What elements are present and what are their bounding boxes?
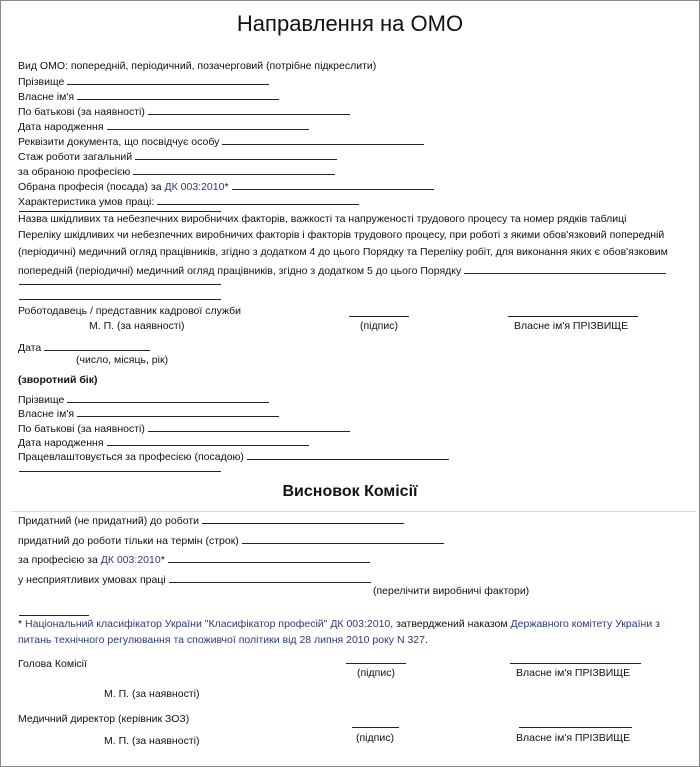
label: Реквізити документа, що посвідчує особу (18, 136, 220, 148)
field-conclusion-profession[interactable] (18, 552, 370, 567)
field-exp-total[interactable] (18, 149, 337, 164)
head-label: Голова Комісії (18, 658, 87, 670)
director-label: Медичний директор (керівник ЗОЗ) (18, 713, 190, 725)
input-line[interactable] (19, 211, 221, 212)
field-factors[interactable] (18, 263, 666, 278)
field-adverse[interactable] (18, 572, 371, 587)
label: Дата народження (18, 121, 104, 133)
field-term[interactable] (18, 533, 444, 548)
label: Придатний (не придатний) до роботи (18, 515, 200, 527)
input-line[interactable] (135, 149, 337, 160)
fullname-line[interactable] (510, 663, 641, 664)
stamp-label: М. П. (за наявності) (104, 735, 200, 747)
fullname-line[interactable] (519, 727, 632, 728)
label: Працевлаштовується за професією (посадою) (18, 451, 244, 463)
input-line[interactable] (169, 572, 371, 583)
input-line[interactable] (247, 449, 449, 460)
input-line[interactable] (44, 340, 150, 351)
stamp-label: М. П. (за наявності) (89, 320, 185, 332)
back-field-name[interactable] (18, 406, 279, 421)
input-line[interactable] (464, 263, 666, 274)
page-title: Направлення на ОМО (236, 11, 464, 36)
factors-line-3: (періодичні) медичний огляд працівників, згідно з додатком 4 до цього Порядку та Переліку робіт, для виконання яких є обов'язковим (18, 246, 668, 258)
signature-line[interactable] (352, 727, 399, 728)
label: Власне ім'я (18, 91, 75, 103)
label: По батькові (за наявності) (18, 423, 145, 435)
field-patronymic[interactable] (18, 104, 350, 119)
label: Дата (18, 342, 42, 354)
conclusion-title: Висновок Комісії (282, 483, 418, 500)
back-side-label: (зворотний бік) (18, 374, 98, 386)
input-line[interactable] (107, 119, 309, 130)
back-field-surname[interactable] (18, 392, 269, 407)
omo-type: Вид ОМО: попередній, періодичний, позачерговий (потрібне підкреслити) (18, 60, 377, 72)
input-line[interactable] (77, 406, 279, 417)
date-hint: (число, місяць, рік) (76, 354, 169, 366)
dk-link[interactable]: ДК 003:2010 (164, 181, 225, 193)
input-line[interactable] (77, 89, 279, 100)
label: Власне ім'я (18, 408, 75, 420)
footnote-text: , затверджений наказом (390, 618, 511, 630)
footnote-line-2 (18, 634, 428, 647)
signature-line[interactable] (349, 316, 409, 317)
fullname-label: Власне ім'я ПРІЗВИЩЕ (516, 667, 631, 679)
asterisk: * (224, 181, 229, 193)
input-line[interactable] (168, 552, 370, 563)
factors-line-1: Назва шкідливих та небезпечних виробничих факторів, важкості та напруженості трудового процесу та номер рядків таблиці (18, 213, 627, 225)
field-profession[interactable] (18, 179, 434, 194)
input-line[interactable] (67, 74, 269, 85)
input-line[interactable] (232, 179, 434, 190)
input-line[interactable] (242, 533, 444, 544)
adverse-hint: (перелічити виробничі фактори) (373, 585, 530, 597)
back-field-employed[interactable] (18, 449, 449, 464)
input-line[interactable] (157, 194, 359, 205)
field-conditions[interactable] (18, 194, 359, 209)
fullname-line[interactable] (508, 316, 638, 317)
label: Прізвище (18, 394, 65, 406)
label: попередній (періодичні) медичний огляд працівників, згідно з додатком 5 до цього Порядку (18, 265, 462, 277)
signature-label: (підпис) (356, 732, 394, 744)
field-surname[interactable] (18, 74, 269, 89)
fullname-label: Власне ім'я ПРІЗВИЩЕ (516, 732, 631, 744)
label: у несприятливих умовах праці (18, 574, 166, 586)
input-line[interactable] (133, 164, 335, 175)
signature-label: (підпис) (360, 320, 398, 332)
footnote-text: . (424, 634, 428, 646)
asterisk: * (18, 618, 26, 630)
label: Характеристика умов праці: (18, 196, 155, 208)
footnote-line-1 (18, 618, 660, 631)
footnote-divider (19, 615, 89, 616)
input-line[interactable] (107, 435, 309, 446)
input-line[interactable] (222, 134, 424, 145)
label: Прізвище (18, 76, 65, 88)
label: придатний до роботи тільки на термін (строк) (18, 535, 239, 547)
label: Стаж роботи загальний (18, 151, 133, 163)
back-field-patronymic[interactable] (18, 421, 350, 436)
label: за обраною професією (18, 166, 131, 178)
field-name[interactable] (18, 89, 279, 104)
dk-link[interactable]: ДК 003:2010 (100, 554, 161, 566)
field-document[interactable] (18, 134, 424, 149)
input-line[interactable] (19, 471, 221, 472)
input-line[interactable] (67, 392, 269, 403)
signature-label: (підпис) (357, 667, 395, 679)
field-exp-prof[interactable] (18, 164, 335, 179)
input-line[interactable] (148, 104, 350, 115)
input-line[interactable] (202, 513, 404, 524)
divider (11, 511, 696, 512)
input-line[interactable] (19, 299, 221, 300)
field-birth[interactable] (18, 119, 309, 134)
order-link[interactable]: питань технічного регулювання та споживчої політики від 28 липня 2010 року N 327 (18, 634, 425, 646)
asterisk: * (160, 554, 165, 566)
input-line[interactable] (19, 284, 221, 285)
field-date[interactable] (18, 340, 150, 355)
factors-line-2: Переліку шкідливих чи небезпечних виробничих факторів і факторів трудового процесу, при роботі з якими обов'язковий попередній (18, 229, 665, 241)
signature-line[interactable] (346, 663, 406, 664)
classifier-link[interactable]: Національний класифікатор України "Класифікатор професій" ДК 003:2010 (25, 618, 391, 630)
label: Дата народження (18, 437, 104, 449)
field-fit[interactable] (18, 513, 404, 528)
label: за професією за (18, 554, 98, 566)
input-line[interactable] (148, 421, 350, 432)
stamp-label: М. П. (за наявності) (104, 688, 200, 700)
label: Обрана професія (посада) за (18, 181, 162, 193)
order-link[interactable]: Державного комітету України з (510, 618, 660, 630)
back-field-birth[interactable] (18, 435, 309, 450)
label: По батькові (за наявності) (18, 106, 145, 118)
employer-label: Роботодавець / представник кадрової служби (18, 305, 241, 317)
fullname-label: Власне ім'я ПРІЗВИЩЕ (514, 320, 629, 332)
